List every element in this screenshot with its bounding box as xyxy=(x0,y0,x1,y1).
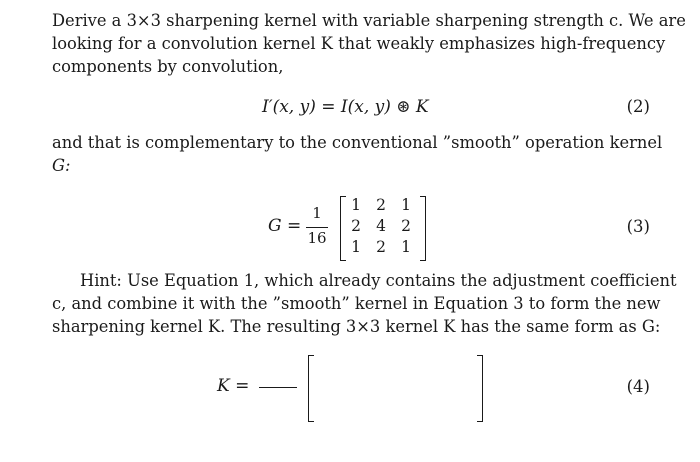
eq3-frac-num: 1 xyxy=(312,204,322,222)
mid-line-1: and that is complementary to the conventional ”smooth” operation kernel xyxy=(52,133,663,152)
matrix-cell: 1 xyxy=(401,238,411,256)
eq4-right-bracket xyxy=(477,355,483,422)
hint-paragraph xyxy=(52,269,677,338)
matrix-cell: 2 xyxy=(376,238,386,256)
eq4-left-bracket xyxy=(308,355,314,422)
eq3-lhs: G = xyxy=(268,216,302,236)
matrix-cell: 2 xyxy=(351,217,361,235)
eq3-frac-den: 16 xyxy=(307,229,327,247)
matrix-cell: 1 xyxy=(401,196,411,214)
equation-2-number: (2) xyxy=(626,97,650,116)
intro-line-2: looking for a convolution kernel K that weakly emphasizes high-frequency xyxy=(52,34,666,53)
matrix-cell: 2 xyxy=(376,196,386,214)
mid-paragraph xyxy=(52,131,663,177)
eq3-frac-bar xyxy=(306,227,328,228)
eq2-rhs: I(x, y) ⊛ K xyxy=(340,97,429,117)
equation-3-number: (3) xyxy=(626,217,650,236)
equation-4-number: (4) xyxy=(626,377,650,396)
eq2-equals: = xyxy=(321,97,336,117)
eq3-right-bracket xyxy=(420,196,426,261)
intro-line-3: components by convolution, xyxy=(52,57,284,76)
eq4-lhs: K = xyxy=(217,376,250,396)
eq2-lhs: I′(x, y) xyxy=(262,97,316,117)
matrix-cell: 4 xyxy=(376,217,386,235)
intro-paragraph xyxy=(52,9,686,78)
hint-line-2: c, and combine it with the ”smooth” kernel in Equation 3 to form the new xyxy=(52,294,661,313)
matrix-cell: 2 xyxy=(401,217,411,235)
equation-2 xyxy=(262,97,429,117)
hint-line-1: Hint: Use Equation 1, which already contains the adjustment coefficient xyxy=(80,271,677,290)
eq4-frac-bar xyxy=(259,387,297,388)
matrix-cell: 1 xyxy=(351,196,361,214)
intro-line-1: Derive a 3×3 sharpening kernel with variable sharpening strength c. We are xyxy=(52,11,686,30)
hint-line-3: sharpening kernel K. The resulting 3×3 kernel K has the same form as G: xyxy=(52,317,661,336)
matrix-cell: 1 xyxy=(351,238,361,256)
mid-line-2: G: xyxy=(52,156,71,175)
